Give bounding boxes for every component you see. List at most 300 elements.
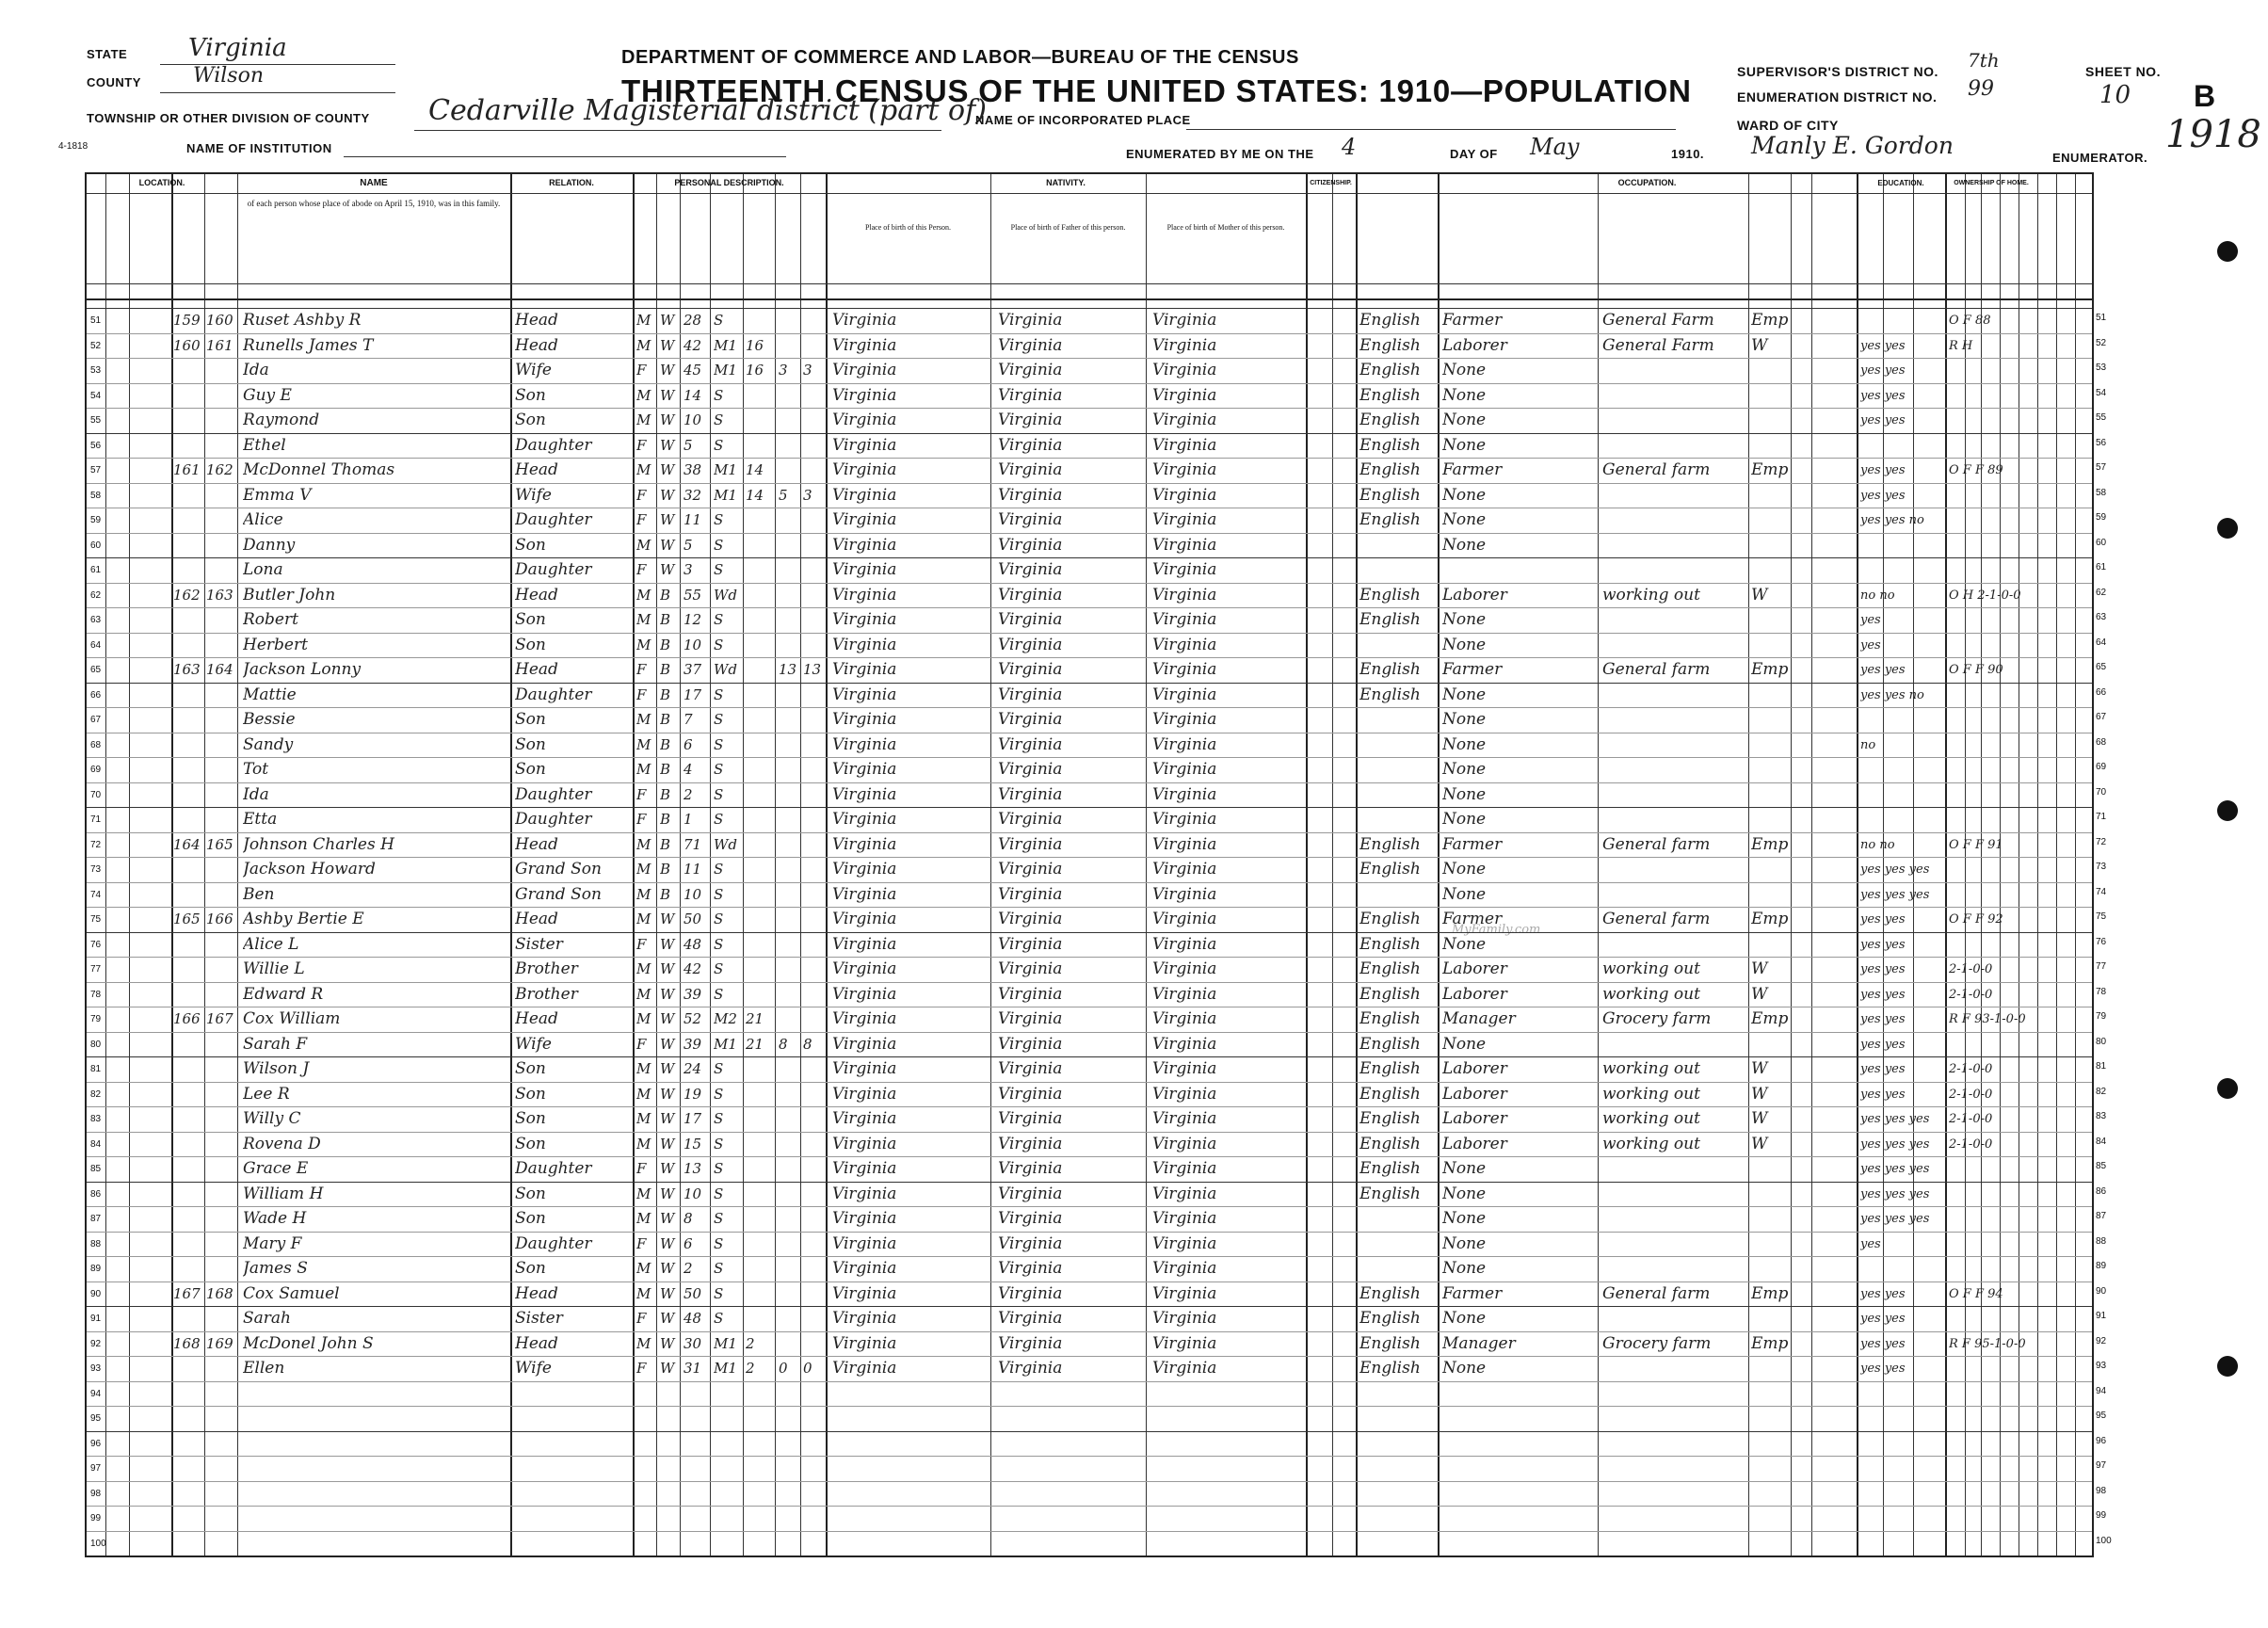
education-cell: yes yes yes <box>1860 887 1930 902</box>
age-cell: 13 <box>684 1160 702 1177</box>
age-cell: 19 <box>684 1085 702 1103</box>
person-name-cell: Tot <box>243 760 269 779</box>
table-row <box>87 1381 2092 1406</box>
group-head-relation: RELATION. <box>549 178 594 187</box>
birthplace-person-cell: Virginia <box>832 1159 897 1178</box>
right-line-number: 97 <box>2096 1460 2107 1471</box>
trade-cell: None <box>1442 1309 1487 1328</box>
marital-status-cell: S <box>714 985 724 1003</box>
marital-status-cell: S <box>714 561 724 578</box>
incorporated-label: NAME OF INCORPORATED PLACE <box>975 113 1191 127</box>
language-cell: English <box>1359 1283 1421 1303</box>
birthplace-father-cell: Virginia <box>998 860 1063 878</box>
sex-cell: F <box>636 362 647 379</box>
birthplace-father-cell: Virginia <box>998 760 1063 779</box>
birthplace-mother-cell: Virginia <box>1152 385 1217 405</box>
birthplace-mother-cell: Virginia <box>1152 685 1217 704</box>
language-cell: English <box>1359 1184 1421 1203</box>
table-row <box>87 633 2092 657</box>
table-row <box>87 333 2092 358</box>
line-number: 76 <box>90 939 102 950</box>
birthplace-father-cell: Virginia <box>998 784 1063 804</box>
right-line-number: 91 <box>2096 1311 2107 1321</box>
language-cell: English <box>1359 860 1421 878</box>
trade-cell: Laborer <box>1442 1059 1507 1078</box>
race-cell: B <box>660 811 671 828</box>
trade-cell: None <box>1442 884 1487 904</box>
line-number: 60 <box>90 540 102 551</box>
right-line-number: 88 <box>2096 1235 2107 1247</box>
dwelling-number-cell: 162 <box>173 586 201 604</box>
sex-cell: M <box>636 386 651 404</box>
sex-cell: F <box>636 1035 647 1053</box>
birthplace-mother-cell: Virginia <box>1152 435 1217 455</box>
birthplace-person-cell: Virginia <box>832 984 897 1004</box>
education-cell: yes yes <box>1860 962 1906 976</box>
sex-cell: M <box>636 1060 651 1077</box>
birthplace-mother-cell: Virginia <box>1152 1333 1217 1353</box>
right-line-number: 82 <box>2096 1086 2107 1097</box>
trade-cell: Farmer <box>1442 1283 1503 1303</box>
home-ownership-cell: R H <box>1949 338 1973 353</box>
group-head-occupation: OCCUPATION. <box>1617 178 1677 187</box>
family-number-cell: 160 <box>206 312 233 329</box>
race-cell: W <box>660 561 675 578</box>
birthplace-mother-cell: Virginia <box>1152 411 1217 429</box>
birthplace-father-cell: Virginia <box>998 1184 1063 1203</box>
person-name-cell: William H <box>243 1184 324 1203</box>
employer-status-cell: W <box>1751 1059 1768 1078</box>
education-cell: yes yes <box>1860 463 1906 477</box>
person-name-cell: Rovena D <box>243 1134 321 1153</box>
birthplace-person-cell: Virginia <box>832 460 897 479</box>
person-name-cell: Runells James T <box>243 335 374 355</box>
race-cell: B <box>660 586 671 604</box>
relation-cell: Brother <box>515 959 578 978</box>
birthplace-father-cell: Virginia <box>998 710 1063 729</box>
right-line-number: 67 <box>2096 712 2107 722</box>
right-line-number: 65 <box>2096 662 2107 672</box>
birthplace-person-cell: Virginia <box>832 385 897 405</box>
age-cell: 3 <box>684 561 693 578</box>
table-row <box>87 458 2092 482</box>
birthplace-mother-cell: Virginia <box>1152 860 1217 878</box>
birthplace-person-cell: Virginia <box>832 884 897 904</box>
relation-cell: Sister <box>515 1309 563 1328</box>
right-line-number: 78 <box>2096 986 2107 997</box>
birthplace-mother-cell: Virginia <box>1152 460 1217 479</box>
line-number: 69 <box>90 765 102 775</box>
marital-status-cell: M1 <box>714 486 737 504</box>
education-cell: yes yes <box>1860 1362 1906 1376</box>
line-number: 56 <box>90 440 102 451</box>
language-cell: English <box>1359 1309 1421 1328</box>
birthplace-mother-cell: Virginia <box>1152 734 1217 754</box>
marital-status-cell: S <box>714 785 724 803</box>
right-line-number: 52 <box>2096 337 2107 348</box>
right-line-number: 61 <box>2096 562 2107 572</box>
right-line-number: 73 <box>2096 862 2107 872</box>
industry-cell: working out <box>1602 585 1700 604</box>
marital-status-cell: S <box>714 1185 724 1202</box>
birthplace-mother-cell: Virginia <box>1152 1059 1217 1078</box>
relation-cell: Wife <box>515 1034 552 1054</box>
person-name-cell: Sandy <box>243 734 294 754</box>
person-name-cell: James S <box>243 1259 308 1278</box>
county-label: COUNTY <box>87 75 141 89</box>
birthplace-father-cell: Virginia <box>998 311 1063 330</box>
language-cell: English <box>1359 959 1421 978</box>
age-cell: 10 <box>684 636 702 653</box>
age-cell: 10 <box>684 411 702 428</box>
birthplace-father-cell: Virginia <box>998 1159 1063 1178</box>
relation-cell: Wife <box>515 485 552 505</box>
relation-cell: Son <box>515 734 546 754</box>
punch-hole <box>2217 1078 2238 1099</box>
education-cell: yes <box>1860 637 1881 653</box>
table-row <box>87 757 2092 782</box>
line-number: 51 <box>90 315 102 326</box>
marital-status-cell: S <box>714 1160 724 1177</box>
education-cell: yes yes <box>1860 1012 1906 1026</box>
race-cell: W <box>660 312 675 329</box>
trade-cell: None <box>1442 1159 1487 1178</box>
birthplace-mother-cell: Virginia <box>1152 485 1217 505</box>
race-cell: B <box>660 735 671 753</box>
right-line-number: 74 <box>2096 886 2107 897</box>
race-cell: W <box>660 1135 675 1152</box>
birthplace-father-cell: Virginia <box>998 1134 1063 1153</box>
right-line-number: 60 <box>2096 537 2107 548</box>
relation-cell: Son <box>515 1134 546 1153</box>
employer-status-cell: W <box>1751 1134 1768 1153</box>
race-cell: W <box>660 1210 675 1227</box>
language-cell: English <box>1359 834 1421 854</box>
race-cell: W <box>660 486 675 504</box>
birthplace-father-cell: Virginia <box>998 934 1063 954</box>
marital-status-cell: S <box>714 811 724 828</box>
children-living-cell: 13 <box>803 661 822 678</box>
table-row <box>87 1456 2092 1480</box>
person-name-cell: Mary F <box>243 1233 302 1253</box>
line-number: 94 <box>90 1388 102 1399</box>
age-cell: 6 <box>684 735 693 753</box>
race-cell: B <box>660 885 671 903</box>
sheet-label: SHEET NO. <box>2085 64 2161 79</box>
right-line-number: 53 <box>2096 363 2107 373</box>
table-row <box>87 1206 2092 1231</box>
language-cell: English <box>1359 910 1421 928</box>
sex-cell: M <box>636 1210 651 1227</box>
age-cell: 30 <box>684 1334 702 1352</box>
group-head-location: LOCATION. <box>138 178 185 187</box>
right-line-number: 70 <box>2096 786 2107 798</box>
line-number: 62 <box>90 589 102 601</box>
birthplace-mother-cell: Virginia <box>1152 959 1217 978</box>
education-cell: yes yes <box>1860 1312 1906 1326</box>
person-name-cell: Ashby Bertie E <box>243 910 364 928</box>
table-row <box>87 1356 2092 1380</box>
birthplace-person-cell: Virginia <box>832 1233 897 1253</box>
home-ownership-cell: O F F 94 <box>1949 1286 2003 1301</box>
relation-cell: Daughter <box>515 560 592 579</box>
marital-status-cell: S <box>714 761 724 778</box>
right-line-number: 75 <box>2096 911 2107 922</box>
sex-cell: F <box>636 661 647 678</box>
education-cell: yes yes yes <box>1860 862 1930 877</box>
language-cell: English <box>1359 311 1421 330</box>
birthplace-person-cell: Virginia <box>832 834 897 854</box>
marital-status-cell: S <box>714 1234 724 1252</box>
birthplace-mother-cell: Virginia <box>1152 361 1217 379</box>
line-number: 59 <box>90 515 102 525</box>
line-number: 81 <box>90 1064 102 1074</box>
race-cell: W <box>660 1035 675 1053</box>
table-row <box>87 308 2092 332</box>
education-cell: no no <box>1860 588 1895 603</box>
trade-cell: Laborer <box>1442 1109 1507 1128</box>
birthplace-mother-cell: Virginia <box>1152 585 1217 604</box>
age-cell: 31 <box>684 1360 702 1377</box>
age-cell: 24 <box>684 1060 702 1077</box>
trade-cell: None <box>1442 784 1487 804</box>
race-cell: W <box>660 1284 675 1302</box>
relation-cell: Wife <box>515 361 552 379</box>
line-number: 98 <box>90 1488 102 1499</box>
education-cell: yes yes <box>1860 363 1906 378</box>
race-cell: W <box>660 911 675 927</box>
right-line-number: 96 <box>2096 1435 2107 1446</box>
dwelling-number-cell: 167 <box>173 1284 201 1302</box>
education-cell: yes yes <box>1860 987 1906 1002</box>
education-cell: no no <box>1860 837 1895 852</box>
family-number-cell: 162 <box>206 461 233 478</box>
education-cell: yes yes yes <box>1860 1112 1930 1126</box>
subhead-birth-father: Place of birth of Father of this person. <box>1010 223 1126 232</box>
birthplace-mother-cell: Virginia <box>1152 1084 1217 1104</box>
line-number: 99 <box>90 1513 102 1523</box>
sex-cell: M <box>636 911 651 927</box>
right-line-number: 56 <box>2096 437 2107 448</box>
trade-cell: Laborer <box>1442 585 1507 604</box>
race-cell: B <box>660 685 671 703</box>
institution-label: NAME OF INSTITUTION <box>186 141 332 155</box>
township-value: Cedarville Magisterial district (part of) <box>428 94 987 127</box>
birthplace-mother-cell: Virginia <box>1152 1309 1217 1328</box>
trade-cell: None <box>1442 860 1487 878</box>
table-row <box>87 1182 2092 1206</box>
birthplace-mother-cell: Virginia <box>1152 934 1217 954</box>
language-cell: English <box>1359 1034 1421 1054</box>
dwelling-number-cell: 165 <box>173 911 201 927</box>
table-row <box>87 733 2092 757</box>
line-number: 78 <box>90 989 102 1000</box>
right-line-number: 83 <box>2096 1111 2107 1121</box>
dwelling-number-cell: 164 <box>173 835 201 853</box>
table-row <box>87 358 2092 382</box>
birthplace-father-cell: Virginia <box>998 485 1063 505</box>
table-row <box>87 1256 2092 1281</box>
person-name-cell: Herbert <box>243 635 308 654</box>
line-number: 66 <box>90 689 102 701</box>
birthplace-person-cell: Virginia <box>832 535 897 555</box>
birthplace-person-cell: Virginia <box>832 1134 897 1153</box>
employer-status-cell: W <box>1751 984 1768 1004</box>
census-title: THIRTEENTH CENSUS OF THE UNITED STATES: 1910—POPULATION <box>621 73 1692 108</box>
children-living-cell: 8 <box>803 1035 812 1053</box>
marital-status-cell: M1 <box>714 1334 737 1352</box>
birthplace-mother-cell: Virginia <box>1152 1109 1217 1128</box>
table-row <box>87 1506 2092 1530</box>
relation-cell: Daughter <box>515 784 592 804</box>
language-cell: English <box>1359 1333 1421 1353</box>
relation-cell: Head <box>515 834 558 854</box>
birthplace-father-cell: Virginia <box>998 411 1063 429</box>
home-ownership-cell: O H 2-1-0-0 <box>1949 588 2021 603</box>
age-cell: 11 <box>684 861 702 878</box>
relation-cell: Son <box>515 1259 546 1278</box>
sex-cell: M <box>636 1260 651 1277</box>
birthplace-father-cell: Virginia <box>998 361 1063 379</box>
birthplace-mother-cell: Virginia <box>1152 1233 1217 1253</box>
person-name-cell: Danny <box>243 535 296 555</box>
line-number: 57 <box>90 465 102 476</box>
birthplace-mother-cell: Virginia <box>1152 710 1217 729</box>
trade-cell: Farmer <box>1442 910 1503 928</box>
person-name-cell: Sarah <box>243 1309 291 1328</box>
age-cell: 45 <box>684 362 702 379</box>
marital-status-cell: Wd <box>714 661 738 678</box>
relation-cell: Grand Son <box>515 860 602 878</box>
industry-cell: General farm <box>1602 910 1711 928</box>
header-band-line <box>87 193 2092 194</box>
relation-cell: Daughter <box>515 685 592 704</box>
age-cell: 71 <box>684 835 702 853</box>
race-cell: W <box>660 1110 675 1127</box>
sex-cell: M <box>636 1085 651 1103</box>
birthplace-mother-cell: Virginia <box>1152 311 1217 330</box>
line-number: 100 <box>90 1538 106 1549</box>
right-line-number: 100 <box>2096 1535 2112 1546</box>
race-cell: W <box>660 1260 675 1277</box>
children-born-cell: 5 <box>779 486 788 504</box>
person-name-cell: Ben <box>243 884 275 904</box>
birthplace-person-cell: Virginia <box>832 1209 897 1228</box>
home-ownership-cell: 2-1-0-0 <box>1949 1087 1993 1102</box>
birthplace-person-cell: Virginia <box>832 560 897 579</box>
line-number: 91 <box>90 1314 102 1324</box>
table-row <box>87 583 2092 607</box>
table-row <box>87 1481 2092 1506</box>
birthplace-mother-cell: Virginia <box>1152 834 1217 854</box>
line-number: 85 <box>90 1164 102 1174</box>
relation-cell: Daughter <box>515 1159 592 1178</box>
sex-cell: F <box>636 1160 647 1177</box>
age-cell: 10 <box>684 1185 702 1202</box>
sex-cell: F <box>636 1234 647 1252</box>
birthplace-person-cell: Virginia <box>832 910 897 928</box>
home-ownership-cell: O F F 92 <box>1949 912 2003 927</box>
township-rule <box>414 130 941 131</box>
trade-cell: Manager <box>1442 1009 1516 1028</box>
relation-cell: Head <box>515 585 558 604</box>
table-row <box>87 607 2092 632</box>
race-cell: W <box>660 1160 675 1177</box>
birthplace-mother-cell: Virginia <box>1152 1034 1217 1054</box>
education-cell: yes yes <box>1860 1286 1906 1301</box>
trade-cell: None <box>1442 760 1487 779</box>
line-number: 58 <box>90 490 102 501</box>
age-cell: 39 <box>684 985 702 1003</box>
group-head-education: EDUCATION. <box>1877 179 1924 187</box>
relation-cell: Sister <box>515 934 563 954</box>
home-ownership-cell: 2-1-0-0 <box>1949 1112 1993 1126</box>
dwelling-number-cell: 159 <box>173 312 201 329</box>
group-head-name: NAME <box>360 178 388 188</box>
employer-status-cell: Emp <box>1751 910 1789 928</box>
trade-cell: None <box>1442 1259 1487 1278</box>
table-row <box>87 982 2092 1007</box>
race-cell: B <box>660 611 671 628</box>
race-cell: W <box>660 1185 675 1202</box>
line-number: 71 <box>90 814 102 825</box>
race-cell: W <box>660 1360 675 1377</box>
line-number: 92 <box>90 1338 102 1349</box>
marital-status-cell: S <box>714 511 724 528</box>
years-married-cell: 2 <box>746 1334 755 1352</box>
name-description: of each person whose place of abode on April 15, 1910, was in this family. <box>247 199 501 208</box>
language-cell: English <box>1359 1134 1421 1153</box>
home-ownership-cell: 2-1-0-0 <box>1949 987 1993 1002</box>
sex-cell: F <box>636 811 647 828</box>
industry-cell: working out <box>1602 959 1700 978</box>
birthplace-father-cell: Virginia <box>998 660 1063 679</box>
marital-status-cell: S <box>714 1060 724 1077</box>
birthplace-father-cell: Virginia <box>998 834 1063 854</box>
person-name-cell: Mattie <box>243 685 297 704</box>
punch-hole <box>2217 1356 2238 1377</box>
children-living-cell: 3 <box>803 486 812 504</box>
birthplace-father-cell: Virginia <box>998 1059 1063 1078</box>
birthplace-person-cell: Virginia <box>832 959 897 978</box>
dwelling-number-cell: 163 <box>173 661 201 678</box>
person-name-cell: Bessie <box>243 710 296 729</box>
trade-cell: None <box>1442 635 1487 654</box>
age-cell: 1 <box>684 811 693 828</box>
trade-cell: None <box>1442 411 1487 429</box>
line-number: 84 <box>90 1138 102 1150</box>
relation-cell: Head <box>515 460 558 479</box>
birthplace-father-cell: Virginia <box>998 1283 1063 1303</box>
ward-label: WARD OF CITY <box>1737 118 1839 133</box>
race-cell: W <box>660 1310 675 1327</box>
marital-status-cell: S <box>714 1110 724 1127</box>
dwelling-number-cell: 161 <box>173 461 201 478</box>
sex-cell: M <box>636 536 651 554</box>
sex-cell: M <box>636 1334 651 1352</box>
industry-cell: General farm <box>1602 834 1711 854</box>
person-name-cell: Wilson J <box>243 1059 310 1078</box>
trade-cell: None <box>1442 510 1487 529</box>
industry-cell: General farm <box>1602 660 1711 679</box>
relation-cell: Son <box>515 1084 546 1104</box>
age-cell: 15 <box>684 1135 702 1152</box>
table-row <box>87 408 2092 432</box>
line-number: 72 <box>90 839 102 850</box>
age-cell: 50 <box>684 1284 702 1302</box>
line-number: 63 <box>90 615 102 625</box>
marital-status-cell: M1 <box>714 362 737 379</box>
